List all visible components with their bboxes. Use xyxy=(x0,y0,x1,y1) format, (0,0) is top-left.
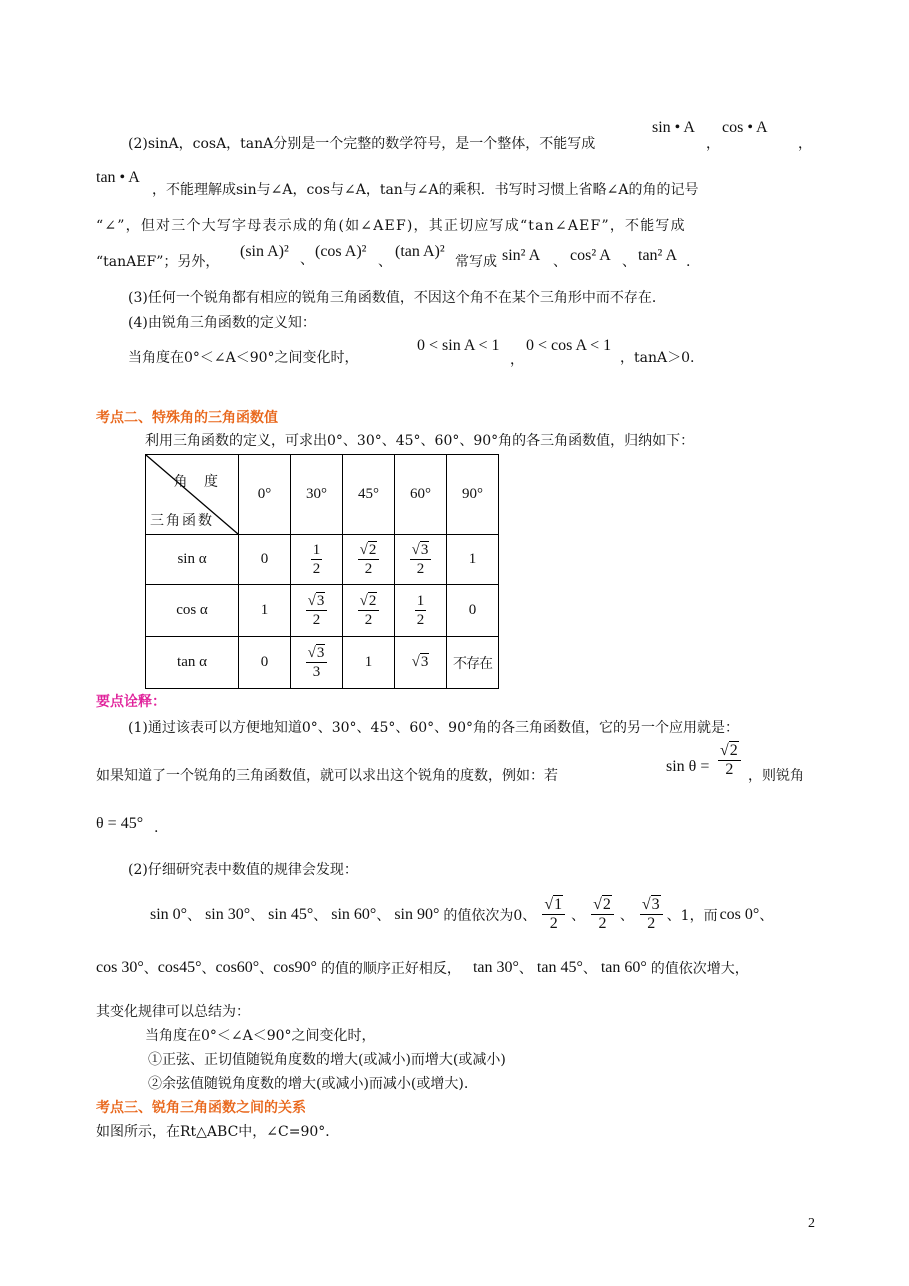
separator: ， xyxy=(706,136,720,152)
row-label-tan: tan α xyxy=(146,637,239,689)
math-cos-dot-a: cos • A xyxy=(722,119,768,136)
tan-60: tan 60° xyxy=(600,959,647,976)
sin-30: sin 30° xyxy=(205,905,251,923)
corner-label-function: 三角函数 xyxy=(150,513,214,529)
separator: 、 xyxy=(250,907,265,924)
math-sin-range: 0 < sin A < 1 xyxy=(417,337,500,354)
fraction-denominator: 2 xyxy=(312,612,321,628)
sin-60: sin 60° xyxy=(331,905,377,923)
fraction-denominator: 3 xyxy=(312,664,321,680)
cos-tan-row xyxy=(96,958,749,978)
math-tan-dot-a: tan • A xyxy=(96,169,140,186)
sequence-text: 、1，而 xyxy=(666,907,718,924)
separator: 、 xyxy=(143,961,158,977)
math-sin2a: sin² A xyxy=(502,247,541,264)
math-tan2a: tan² A xyxy=(638,247,678,264)
separator: 、 xyxy=(378,254,392,270)
para-2-line3: “∠”，但对三个大写字母表示成的角(如∠AEF)，其正切应写成“tan∠AEF”，不能写成 xyxy=(96,218,686,234)
cos-90: 0 xyxy=(447,585,499,637)
summary-text: 其变化规律可以总结为： xyxy=(96,1004,250,1020)
frac-sqrt3-2: $\frac{√3}{2}$ xyxy=(640,896,663,933)
tan-45: tan 45° xyxy=(536,959,583,976)
para-4-text: 当角度在0°＜∠A＜90°之间变化时， xyxy=(128,350,359,366)
fraction-denominator: 2 xyxy=(647,915,656,932)
sequence-text: 的值依次增大， xyxy=(650,961,749,977)
para-2-line1 xyxy=(128,134,595,154)
note-heading: 要点诠释： xyxy=(96,694,166,710)
angle-header: 90° xyxy=(447,455,499,535)
period: . xyxy=(154,820,159,836)
fraction-denominator: 2 xyxy=(312,561,321,577)
cos-0: cos 0° xyxy=(719,905,760,923)
sin-90: sin 90° xyxy=(394,905,440,923)
tan-30 xyxy=(291,637,343,689)
radicand: 2 xyxy=(368,593,377,609)
sin-45 xyxy=(343,535,395,585)
separator: ， xyxy=(798,136,812,152)
frac-sqrt1-2: $\frac{√1}{2}$ xyxy=(542,896,565,933)
cos-60 xyxy=(395,585,447,637)
separator: 、 xyxy=(622,254,636,270)
para-3: (3)任何一个锐角都有相应的锐角三角函数值，不因这个角不在某个三角形中而不存在． xyxy=(128,290,666,306)
tan-30: tan 30° xyxy=(472,959,519,976)
table-row-sin xyxy=(146,535,499,585)
radicand: 1 xyxy=(554,896,563,913)
note-1-line1: (1)通过该表可以方便地知道0°、30°、45°、60°、90°角的各三角函数值，它的另一个应用就是： xyxy=(128,720,739,736)
sin-0: 0 xyxy=(239,535,291,585)
fraction-denominator: 2 xyxy=(364,612,373,628)
cos-30: cos 30° xyxy=(96,959,144,976)
sequence-text: 的值依次为0、 xyxy=(443,907,537,924)
cos-45 xyxy=(343,585,395,637)
separator: 、 xyxy=(518,961,533,977)
rule-intro: 当角度在0°＜∠A＜90°之间变化时， xyxy=(145,1028,376,1044)
note-1-tail: ，则锐角 xyxy=(748,768,804,784)
rule-2: ②余弦值随锐角度数的增大(或减小)而减小(或增大). xyxy=(148,1076,469,1092)
sqrt-icon: √2 xyxy=(359,593,377,609)
separator: 、 xyxy=(300,252,314,268)
math-tan-squared: (tan A)² xyxy=(395,243,445,260)
angle-header: 60° xyxy=(395,455,447,535)
table-row-tan xyxy=(146,637,499,689)
sin-0: sin 0° xyxy=(150,905,188,923)
fraction-denominator: 2 xyxy=(549,915,558,932)
note-1-line2: 如果知道了一个锐角的三角函数值，就可以求出这个锐角的度数，例如：若 xyxy=(96,768,558,784)
radicand: 3 xyxy=(420,654,429,670)
math-theta-45: θ = 45° xyxy=(96,815,144,832)
fraction-denominator: 2 xyxy=(416,612,425,628)
sqrt-icon: √2 xyxy=(720,742,738,759)
section-heading-3: 考点三、锐角三角函数之间的关系 xyxy=(96,1100,306,1116)
para-2-line2: ，不能理解成sin与∠A，cos与∠A，tan与∠A的乘积．书写时习惯上省略∠A的角的记号 xyxy=(152,182,699,198)
cos-90: cos90° xyxy=(273,959,317,976)
para-4: (4)由锐角三角函数的定义知： xyxy=(128,315,316,331)
tan-90: 不存在 xyxy=(447,637,499,689)
sin-sequence-row xyxy=(150,896,773,933)
intro-text: 利用三角函数的定义，可求出0°、30°、45°、60°、90°角的各三角函数值，归纳如下： xyxy=(145,433,695,449)
fraction-denominator: 2 xyxy=(725,761,734,778)
para-2-line4: “tanAEF”；另外， xyxy=(96,254,220,270)
tan-45: 1 xyxy=(343,637,395,689)
fraction-numerator: 1 xyxy=(416,593,425,609)
separator: ， xyxy=(510,352,524,368)
sqrt-icon: √3 xyxy=(411,654,429,670)
para-4-tail: ，tanA＞0. xyxy=(620,350,695,366)
sqrt-icon: √3 xyxy=(411,542,429,558)
cos-45: cos45° xyxy=(157,959,202,976)
cos-60: cos60° xyxy=(215,959,260,976)
math-cos-squared: (cos A)² xyxy=(315,243,367,260)
cos-30 xyxy=(291,585,343,637)
angle-header: 30° xyxy=(291,455,343,535)
sequence-text: 的值的顺序正好相反， xyxy=(320,961,461,977)
separator: 、 xyxy=(759,907,774,924)
angle-header: 45° xyxy=(343,455,395,535)
table-row-cos xyxy=(146,585,499,637)
separator: 、 xyxy=(571,907,586,924)
last-line: 如图所示，在Rt△ABC中，∠C=90°． xyxy=(96,1124,340,1140)
math-cos2a: cos² A xyxy=(570,247,611,264)
separator: 、 xyxy=(619,907,634,924)
sin-60 xyxy=(395,535,447,585)
cos-0: 1 xyxy=(239,585,291,637)
separator: 、 xyxy=(259,961,274,977)
math-cos-range: 0 < cos A < 1 xyxy=(526,337,612,354)
sin-45: sin 45° xyxy=(268,905,314,923)
separator: 、 xyxy=(201,961,216,977)
radicand: 2 xyxy=(729,742,738,759)
math-sin-theta: sin θ = xyxy=(666,758,710,775)
radicand: 3 xyxy=(316,593,325,609)
period: . xyxy=(686,254,691,270)
para-2-text: (2)sinA，cosA，tanA分别是一个完整的数学符号，是一个整体，不能写成 xyxy=(128,136,596,152)
para-2-text: 常写成 xyxy=(455,254,497,270)
sin-90: 1 xyxy=(447,535,499,585)
separator: 、 xyxy=(582,961,597,977)
radicand: 3 xyxy=(316,645,325,661)
sqrt-icon: √2 xyxy=(359,542,377,558)
math-sin-squared: (sin A)² xyxy=(240,243,289,260)
note-2-line1: (2)仔细研究表中数值的规律会发现： xyxy=(128,862,358,878)
frac-sqrt2-2: $\frac{√2}{2}$ xyxy=(591,896,614,933)
radicand: 2 xyxy=(602,896,611,913)
radicand: 2 xyxy=(368,542,377,558)
fraction-denominator: 2 xyxy=(598,915,607,932)
table-header-row xyxy=(146,455,499,535)
trig-value-table xyxy=(145,454,499,689)
math-sin-dot-a: sin • A xyxy=(652,119,695,136)
section-heading-2: 考点二、特殊角的三角函数值 xyxy=(96,410,278,426)
separator: 、 xyxy=(187,907,202,924)
page-number: 2 xyxy=(808,1216,815,1231)
separator: 、 xyxy=(313,907,328,924)
fraction-numerator: 1 xyxy=(312,542,321,558)
separator: 、 xyxy=(376,907,391,924)
tan-0: 0 xyxy=(239,637,291,689)
table-corner-cell xyxy=(146,455,239,535)
sqrt-icon: √3 xyxy=(307,593,325,609)
angle-header: 0° xyxy=(239,455,291,535)
fraction-denominator: 2 xyxy=(364,561,373,577)
radicand: 3 xyxy=(420,542,429,558)
row-label-cos: cos α xyxy=(146,585,239,637)
row-label-sin: sin α xyxy=(146,535,239,585)
sqrt-icon: √3 xyxy=(307,645,325,661)
corner-label-angle: 角 度 xyxy=(173,474,224,490)
rule-1: ①正弦、正切值随锐角度数的增大(或减小)而增大(或减小) xyxy=(148,1052,506,1068)
sin-30 xyxy=(291,535,343,585)
radicand: 3 xyxy=(651,896,660,913)
separator: 、 xyxy=(553,254,567,270)
math-fraction xyxy=(718,742,741,779)
tan-60 xyxy=(395,637,447,689)
fraction-denominator: 2 xyxy=(416,561,425,577)
